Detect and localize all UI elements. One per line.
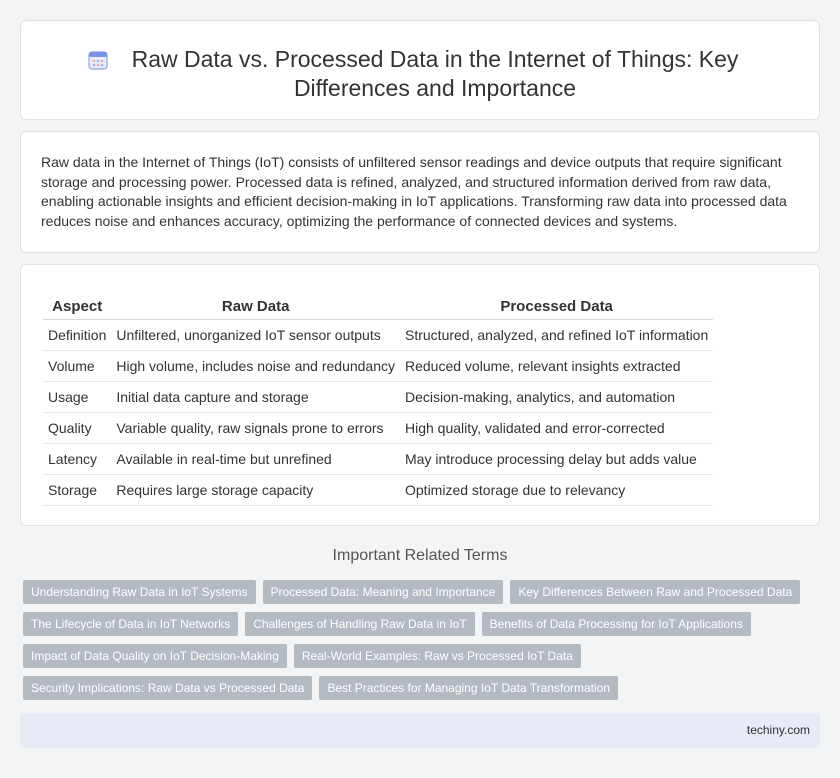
cell-raw: Requires large storage capacity [111,474,400,505]
table-row [43,350,713,381]
cell-processed: Structured, analyzed, and refined IoT information [400,319,713,350]
cell-processed: Reduced volume, relevant insights extracted [400,350,713,381]
intro-paragraph: Raw data in the Internet of Things (IoT) consists of unfiltered sensor readings and device outputs that require significant storage and processing power. Processed data is refined, analyzed, and structured information derived from raw data, enabling actionable insights and efficient decision-making in IoT applications. Transforming raw data into processed data reduces noise and enhances accuracy, optimizing the performance of connected devices and systems. [41,154,787,229]
page-title: Raw Data vs. Processed Data in the Internet of Things: Key Differences and Importance [131,46,739,101]
related-term-link[interactable]: Security Implications: Raw Data vs Processed Data [23,676,312,700]
header-card [20,20,820,120]
comparison-table-card [20,264,820,526]
table-row [43,381,713,412]
title-wrap [21,45,819,103]
cell-raw: Available in real-time but unrefined [111,443,400,474]
table-row [43,474,713,505]
related-term-link[interactable]: Key Differences Between Raw and Processed Data [510,580,800,604]
header-aspect: Aspect [43,295,111,319]
tag-row [23,644,823,668]
tag-row [23,580,823,604]
comparison-table [43,295,713,506]
cell-aspect: Volume [43,350,111,381]
table-row [43,319,713,350]
tag-row [23,676,823,700]
footer-brand[interactable]: techiny.com [746,723,810,737]
related-term-link[interactable]: Best Practices for Managing IoT Data Transformation [319,676,618,700]
related-term-link[interactable]: Real-World Examples: Raw vs Processed IoT Data [294,644,581,668]
tag-row [23,612,823,636]
cell-processed: Optimized storage due to relevancy [400,474,713,505]
cell-processed: Decision-making, analytics, and automation [400,381,713,412]
intro-card [20,131,820,253]
cell-aspect: Quality [43,412,111,443]
related-term-link[interactable]: Challenges of Handling Raw Data in IoT [245,612,474,636]
related-term-link[interactable]: Understanding Raw Data in IoT Systems [23,580,256,604]
cell-processed: High quality, validated and error-corrected [400,412,713,443]
cell-raw: High volume, includes noise and redundancy [111,350,400,381]
cell-aspect: Definition [43,319,111,350]
cell-aspect: Storage [43,474,111,505]
related-term-link[interactable]: The Lifecycle of Data in IoT Networks [23,612,238,636]
cell-raw: Variable quality, raw signals prone to errors [111,412,400,443]
table-header-row [43,295,713,319]
related-terms-list [23,580,823,708]
table-row [43,412,713,443]
cell-aspect: Usage [43,381,111,412]
related-term-link[interactable]: Processed Data: Meaning and Importance [263,580,504,604]
cell-raw: Initial data capture and storage [111,381,400,412]
cell-processed: May introduce processing delay but adds value [400,443,713,474]
footer-bar [20,713,820,748]
table-row [43,443,713,474]
related-term-link[interactable]: Impact of Data Quality on IoT Decision-Making [23,644,287,668]
related-term-link[interactable]: Benefits of Data Processing for IoT Applications [482,612,751,636]
header-processed-data: Processed Data [400,295,713,319]
cell-aspect: Latency [43,443,111,474]
related-terms-heading: Important Related Terms [332,547,508,564]
calendar-grid-icon [87,49,109,71]
header-raw-data: Raw Data [111,295,400,319]
cell-raw: Unfiltered, unorganized IoT sensor outputs [111,319,400,350]
